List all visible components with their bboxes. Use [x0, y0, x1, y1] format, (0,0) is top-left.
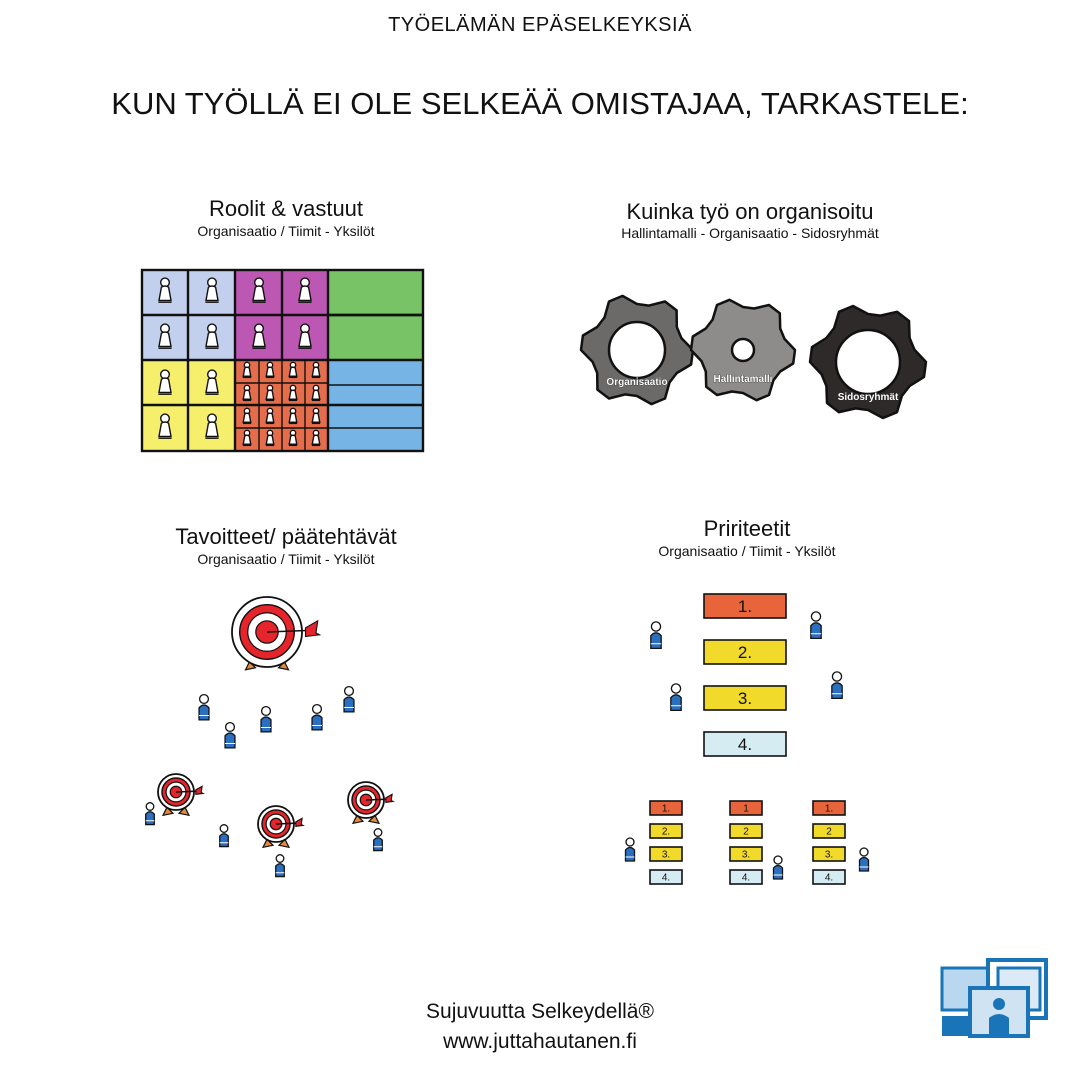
priority-item: [704, 686, 786, 710]
priorities-illustration: [620, 590, 880, 890]
goals-illustration: [140, 592, 420, 892]
person-icon: [243, 362, 251, 377]
footer-website[interactable]: www.juttahautanen.fi: [443, 1030, 637, 1053]
person-icon: [626, 838, 635, 861]
svg-text:2: 2: [743, 826, 749, 838]
priority-item: [730, 824, 762, 838]
priorities-subtitle: Organisaatio / Tiimit - Yksilöt: [658, 543, 836, 559]
target-icon: [158, 774, 203, 815]
priority-item: [730, 801, 762, 815]
roles-subtitle: Organisaatio / Tiimit - Yksilöt: [197, 223, 375, 239]
person-icon: [266, 430, 274, 445]
person-icon: [774, 856, 783, 879]
person-icon: [158, 414, 171, 438]
priority-item: [650, 801, 682, 815]
person-icon: [158, 278, 171, 302]
person-icon: [651, 622, 661, 648]
person-icon: [344, 687, 354, 712]
person-icon: [261, 707, 271, 732]
svg-text:3.: 3.: [824, 849, 834, 861]
person-icon: [205, 370, 218, 394]
person-icon: [289, 408, 297, 423]
person-icon: [832, 672, 842, 698]
kicker-heading: TYÖELÄMÄN EPÄSELKEYKSIÄ: [388, 14, 692, 36]
person-icon: [312, 705, 322, 730]
person-icon: [158, 370, 171, 394]
gear-hallintamalli-icon: [691, 300, 795, 400]
priority-item: [704, 594, 786, 618]
person-icon: [243, 430, 251, 445]
priority-item: [730, 870, 762, 884]
svg-text:2: 2: [826, 826, 832, 838]
roles-grid-illustration: [140, 268, 425, 453]
priority-item: [650, 824, 682, 838]
gear-sidosryhmat-icon: [810, 306, 926, 418]
priority-item: [813, 847, 845, 861]
person-icon: [298, 324, 311, 348]
priority-item: [704, 640, 786, 664]
person-icon: [252, 278, 265, 302]
gear-label: Hallintamalli: [713, 374, 773, 385]
organized-subtitle: Hallintamalli - Organisaatio - Sidosryhmät: [621, 225, 879, 241]
priority-item: [813, 801, 845, 815]
svg-text:1.: 1.: [737, 597, 753, 617]
person-icon: [252, 324, 265, 348]
priority-item: [650, 870, 682, 884]
svg-text:4.: 4.: [824, 872, 834, 884]
person-icon: [266, 385, 274, 400]
svg-text:4.: 4.: [741, 872, 751, 884]
svg-text:4.: 4.: [737, 735, 753, 755]
svg-text:3.: 3.: [737, 689, 753, 709]
person-icon: [374, 829, 383, 851]
priorities-title: Pririteetit: [703, 516, 791, 541]
person-icon: [312, 385, 320, 400]
priority-item: [650, 847, 682, 861]
gear-organisaatio-icon: [581, 296, 693, 404]
person-icon: [146, 803, 155, 825]
person-icon: [298, 278, 311, 302]
person-icon: [312, 430, 320, 445]
svg-text:4.: 4.: [661, 872, 671, 884]
person-icon: [266, 408, 274, 423]
gear-label: Organisaatio: [606, 377, 668, 388]
person-icon: [205, 414, 218, 438]
footer-tagline: Sujuvuutta Selkeydellä®: [426, 1000, 654, 1023]
person-icon: [276, 855, 285, 877]
goals-title: Tavoitteet/ päätehtävät: [175, 524, 397, 549]
person-icon: [671, 684, 681, 710]
logo-icon: [940, 958, 1048, 1040]
person-icon: [266, 362, 274, 377]
svg-text:2.: 2.: [737, 643, 753, 663]
person-icon: [205, 324, 218, 348]
person-icon: [289, 430, 297, 445]
svg-text:1.: 1.: [661, 803, 671, 815]
svg-text:1.: 1.: [824, 803, 834, 815]
target-icon: [258, 806, 303, 847]
goals-subtitle: Organisaatio / Tiimit - Yksilöt: [197, 551, 375, 567]
gear-label: Sidosryhmät: [837, 392, 899, 403]
priority-item: [730, 847, 762, 861]
priority-item: [813, 870, 845, 884]
person-icon: [243, 408, 251, 423]
priority-item: [813, 824, 845, 838]
person-icon: [312, 408, 320, 423]
svg-text:3.: 3.: [741, 849, 751, 861]
target-icon: [348, 782, 393, 823]
person-icon: [205, 278, 218, 302]
person-icon: [243, 385, 251, 400]
person-icon: [811, 612, 821, 638]
person-icon: [158, 324, 171, 348]
person-icon: [860, 848, 869, 871]
priority-item: [704, 732, 786, 756]
person-icon: [312, 362, 320, 377]
target-icon: [232, 597, 320, 670]
person-icon: [220, 825, 229, 847]
person-icon: [225, 723, 235, 748]
person-icon: [289, 362, 297, 377]
svg-text:3.: 3.: [661, 849, 671, 861]
svg-text:1: 1: [743, 803, 749, 815]
svg-text:2.: 2.: [661, 826, 671, 838]
roles-title: Roolit & vastuut: [208, 196, 364, 221]
gears-illustration: [585, 290, 930, 425]
organized-title: Kuinka työ on organisoitu: [626, 199, 874, 224]
page-title: KUN TYÖLLÄ EI OLE SELKEÄÄ OMISTAJAA, TARKASTELE:: [111, 86, 969, 121]
person-icon: [289, 385, 297, 400]
person-icon: [199, 695, 209, 720]
